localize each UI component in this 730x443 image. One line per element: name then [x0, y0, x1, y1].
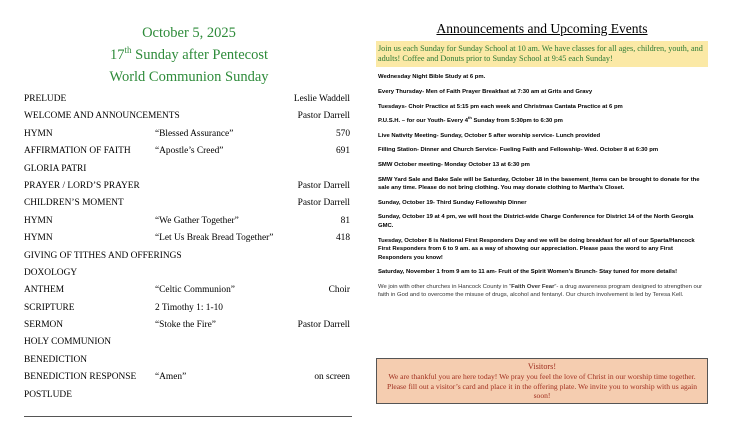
item-label: ANTHEM [24, 285, 65, 296]
item-label: HYMN [24, 233, 53, 244]
order-item [24, 300, 354, 317]
order-item [24, 317, 354, 334]
item-detail: “Celtic Communion” [155, 285, 235, 296]
push-suffix: Sunday from 5:30pm to 6:30 pm [471, 118, 563, 125]
sunday-number: 17 [109, 47, 125, 63]
item-label: AFFIRMATION OF FAITH [24, 146, 131, 157]
visitors-box [376, 358, 708, 404]
announcement-item: Saturday, November 1 from 9 am to 11 am- Fruit of the Spirit Women’s Brunch- Stay tuned for more details! [378, 269, 678, 276]
item-leader: Pastor Darrell [297, 180, 350, 191]
order-item [24, 213, 354, 230]
item-leader: Choir [328, 285, 350, 296]
push-sup: th [468, 115, 472, 121]
order-item [24, 352, 354, 369]
item-label: GIVING OF TITHES AND OFFERINGS [24, 250, 182, 261]
fof-after: ”- a drug awareness program designed to strengthen our faith in God and to overcome the misuse of drugs, alcohol and fentanyl. Our church involvement is led by Teresa Kell. [378, 283, 703, 299]
item-label: PRELUDE [24, 94, 67, 104]
announcement-item: Sunday, October 19 at 4 pm, we will host the District-wide Charge Conference for District 14 of the North Georgia GMC. [378, 214, 694, 229]
item-label: CHILDREN’S MOMENT [24, 198, 124, 209]
bulletin-header [24, 22, 354, 88]
faith-over-fear-note [378, 283, 708, 300]
item-leader: 418 [335, 233, 350, 244]
item-detail: “We Gather Together” [155, 215, 239, 226]
order-of-worship [24, 91, 354, 404]
sunday-school-banner: Join us each Sunday for Sunday School at 10 am. We have classes for all ages, children, youth, and adults! Coffee and Donuts prior to Sunday School at 9:45 each Sunday! [376, 41, 708, 67]
service-date: October 5, 2025 [142, 25, 236, 41]
item-label: GLORIA PATRI [24, 163, 87, 174]
announcement-item: Filling Station- Dinner and Church Service- Fueling Faith and Fellowship- Wed. October 8 at 6:30 pm [378, 147, 659, 154]
item-leader: Pastor Darrell [297, 320, 350, 331]
announcements-panel [376, 20, 708, 300]
item-label: SCRIPTURE [24, 302, 75, 313]
fof-before: We join with other churches in Hancock County in “ [378, 283, 512, 290]
order-item [24, 126, 354, 143]
item-label: BENEDICTION RESPONSE [24, 372, 137, 383]
item-detail: “Stoke the Fire” [155, 320, 216, 331]
announcement-item-push [378, 117, 708, 126]
fof-bold: Faith Over Fear [511, 283, 555, 290]
order-item [24, 369, 354, 386]
order-item [24, 178, 354, 195]
announcement-item: Tuesdays- Choir Practice at 5:15 pm each week and Christmas Cantata Practice at 6 pm [378, 103, 623, 110]
service-theme: World Communion Sunday [109, 69, 269, 85]
item-label: PRAYER / LORD’S PRAYER [24, 180, 140, 191]
item-leader: 570 [335, 128, 350, 139]
item-leader: Pastor Darrell [297, 198, 350, 209]
item-leader: Leslie Waddell [293, 94, 350, 104]
order-item [24, 334, 354, 351]
announcement-item: Wednesday Night Bible Study at 6 pm. [378, 74, 486, 81]
order-item [24, 91, 354, 108]
order-item [24, 230, 354, 247]
order-item [24, 282, 354, 299]
order-item [24, 108, 354, 125]
push-prefix: P.U.S.H. – for our Youth- Every 4 [378, 118, 469, 125]
liturgical-day [24, 44, 354, 66]
bottom-divider [24, 416, 352, 417]
item-label: BENEDICTION [24, 354, 88, 365]
order-item [24, 248, 354, 265]
sunday-text: Sunday after Pentecost [131, 47, 269, 63]
item-label: DOXOLOGY [24, 267, 78, 278]
visitors-title: Visitors! [527, 362, 557, 371]
visitors-text: We are thankful you are here today! We pray you feel the love of Christ in our worship time together. Please fill out a visitor’s card and place it in the offering plate. We invite you to worship with us again soon! [386, 372, 698, 401]
item-leader: on screen [314, 372, 350, 383]
item-label: SERMON [24, 320, 64, 331]
order-item [24, 195, 354, 212]
announcement-item: Sunday, October 19- Third Sunday Fellowship Dinner [378, 199, 527, 206]
item-detail: “Blessed Assurance” [155, 128, 234, 139]
announcement-item: Tuesday, October 8 is National First Responders Day and we will be doing breakfast for all of our Sparta/Hancock First Responders from 6 to 9 am. as a way of showing our appreciation. Please pass the word to any First Responders you know! [378, 237, 695, 261]
order-item [24, 265, 354, 282]
item-detail: “Let Us Break Bread Together” [155, 233, 274, 244]
item-detail: 2 Timothy 1: 1-10 [155, 302, 223, 313]
announcement-item: Live Nativity Meeting- Sunday, October 5 after worship service- Lunch provided [378, 132, 601, 139]
item-label: HOLY COMMUNION [24, 337, 111, 348]
announcement-item: SMW Yard Sale and Bake Sale will be Saturday, October 18 in the basement_Items can be brought to donate for the sale any time. Please do not bring clothing. You may donate clothing to Martha’s Closet. [378, 176, 700, 192]
order-item [24, 143, 354, 160]
announcements-title: Announcements and Upcoming Events [436, 21, 648, 36]
order-item [24, 387, 354, 404]
announcement-item: SMW October meeting- Monday October 13 at 6:30 pm [378, 161, 530, 168]
item-detail: “Amen” [155, 372, 187, 383]
item-leader: 691 [335, 146, 350, 157]
item-label: HYMN [24, 215, 53, 226]
item-label: POSTLUDE [24, 389, 72, 400]
item-leader: 81 [340, 215, 350, 226]
order-item [24, 161, 354, 178]
item-detail: “Apostle’s Creed” [155, 146, 224, 157]
item-leader: Pastor Darrell [297, 111, 350, 122]
sunday-suffix: th [124, 45, 132, 56]
item-label: HYMN [24, 128, 53, 139]
item-label: WELCOME AND ANNOUNCEMENTS [24, 111, 180, 122]
announcement-item: Every Thursday- Men of Faith Prayer Breakfast at 7:30 am at Grits and Gravy [378, 89, 593, 95]
